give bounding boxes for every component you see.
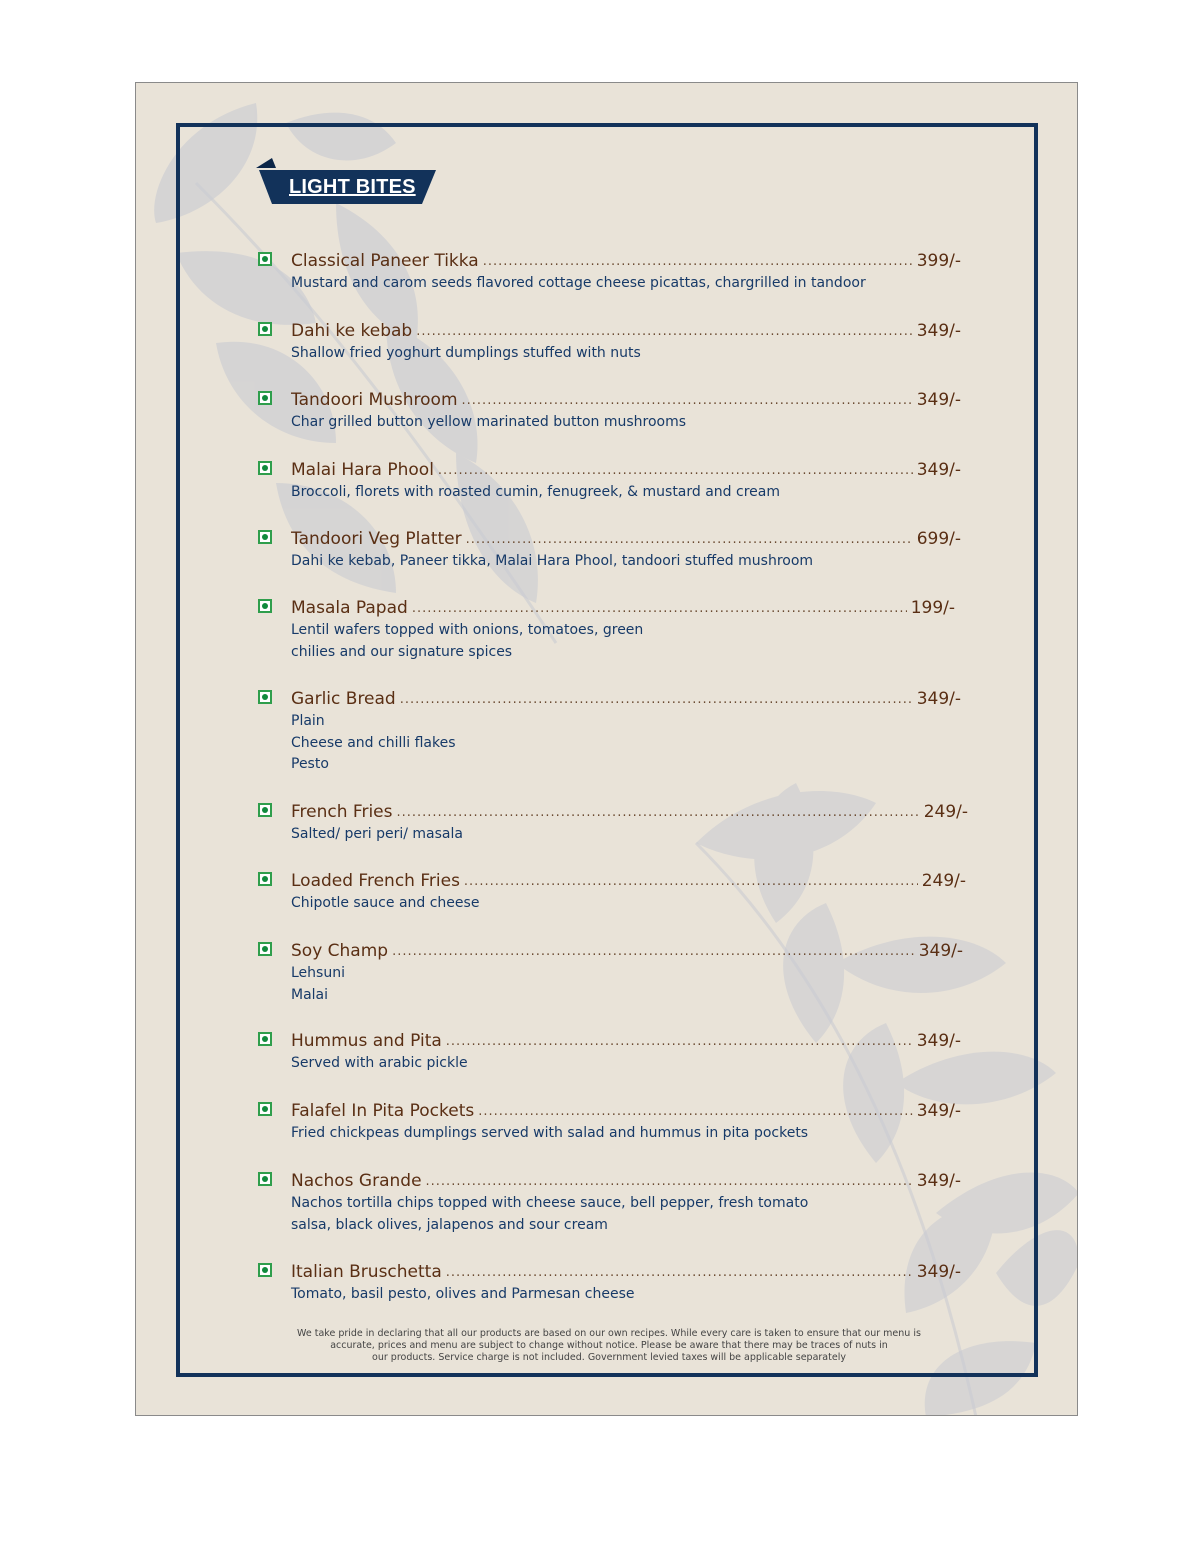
item-name: Classical Paneer Tikka <box>291 251 479 271</box>
veg-indicator-icon <box>258 530 272 544</box>
menu-item <box>258 937 978 1019</box>
menu-item <box>258 1258 978 1318</box>
item-price: 349/- <box>916 460 961 480</box>
item-price: 349/- <box>916 321 961 341</box>
item-description: Chipotle sauce and cheese <box>291 895 480 911</box>
item-description: Dahi ke kebab, Paneer tikka, Malai Hara Phool, tandoori stuffed mushroom <box>291 553 814 569</box>
item-description: Broccoli, florets with roasted cumin, fenugreek, & mustard and cream <box>291 484 780 500</box>
item-name: Masala Papad <box>291 598 408 618</box>
item-name: Italian Bruschetta <box>291 1262 442 1282</box>
veg-indicator-icon <box>258 1102 272 1116</box>
item-description: Tomato, basil pesto, olives and Parmesan cheese <box>291 1286 635 1302</box>
veg-indicator-icon <box>258 599 272 613</box>
item-price: 249/- <box>923 802 968 822</box>
disclaimer-note: We take pride in declaring that all our products are based on our own recipes. While every care is taken to ensure that our menu is accurate, prices and menu are subject to change without notice. Please be aware that there may be traces of nuts in our products. Service charge is not included. Government levied taxes will be applicable separately <box>297 1328 921 1363</box>
item-name: Nachos Grande <box>291 1171 422 1191</box>
veg-indicator-icon <box>258 942 272 956</box>
veg-indicator-icon <box>258 690 272 704</box>
item-price: 249/- <box>921 871 966 891</box>
menu-item <box>258 1167 978 1249</box>
item-description: Nachos tortilla chips topped with cheese sauce, bell pepper, fresh tomato salsa, black olives, jalapenos and sour cream <box>291 1195 809 1233</box>
item-price: 349/- <box>916 1262 961 1282</box>
item-name: Falafel In Pita Pockets <box>291 1101 475 1121</box>
menu-item <box>258 685 978 789</box>
veg-indicator-icon <box>258 1172 272 1186</box>
veg-indicator-icon <box>258 803 272 817</box>
item-description: Mustard and carom seeds flavored cottage cheese picattas, chargrilled in tandoor <box>291 275 866 291</box>
veg-indicator-icon <box>258 461 272 475</box>
item-description: Plain Cheese and chilli flakes Pesto <box>291 713 456 773</box>
menu-item <box>258 1097 978 1157</box>
item-description: Shallow fried yoghurt dumplings stuffed with nuts <box>291 345 641 361</box>
item-name: Malai Hara Phool <box>291 460 434 480</box>
item-name: Soy Champ <box>291 941 389 961</box>
menu-item <box>258 386 978 446</box>
item-name: Tandoori Mushroom <box>291 390 458 410</box>
veg-indicator-icon <box>258 1263 272 1277</box>
item-price: 399/- <box>916 251 961 271</box>
item-name: Garlic Bread <box>291 689 396 709</box>
item-price: 349/- <box>916 1101 961 1121</box>
item-name: French Fries <box>291 802 393 822</box>
menu-page <box>135 82 1078 1416</box>
veg-indicator-icon <box>258 1032 272 1046</box>
menu-item <box>258 867 978 927</box>
section-title: LIGHT BITES <box>289 176 416 198</box>
item-price: 349/- <box>916 689 961 709</box>
menu-item <box>258 525 978 585</box>
menu-item <box>258 798 978 858</box>
item-name: Loaded French Fries <box>291 871 460 891</box>
item-description: Served with arabic pickle <box>291 1055 468 1071</box>
veg-indicator-icon <box>258 872 272 886</box>
veg-indicator-icon <box>258 391 272 405</box>
item-description: Char grilled button yellow marinated button mushrooms <box>291 414 687 430</box>
item-price: 349/- <box>916 1171 961 1191</box>
veg-indicator-icon <box>258 322 272 336</box>
veg-indicator-icon <box>258 252 272 266</box>
item-description: Salted/ peri peri/ masala <box>291 826 463 842</box>
item-price: 349/- <box>918 941 963 961</box>
menu-item <box>258 456 978 516</box>
menu-item <box>258 594 978 676</box>
item-price: 699/- <box>916 529 961 549</box>
item-name: Hummus and Pita <box>291 1031 442 1051</box>
item-description: Fried chickpeas dumplings served with salad and hummus in pita pockets <box>291 1125 809 1141</box>
menu-item <box>258 317 978 377</box>
menu-item <box>258 1027 978 1087</box>
item-price: 349/- <box>916 1031 961 1051</box>
item-description: Lehsuni Malai <box>291 965 345 1003</box>
item-price: 349/- <box>916 390 961 410</box>
menu-item <box>258 247 978 307</box>
item-description: Lentil wafers topped with onions, tomatoes, green chilies and our signature spices <box>291 622 644 660</box>
item-name: Dahi ke kebab <box>291 321 413 341</box>
item-price: 199/- <box>910 598 955 618</box>
item-name: Tandoori Veg Platter <box>291 529 462 549</box>
